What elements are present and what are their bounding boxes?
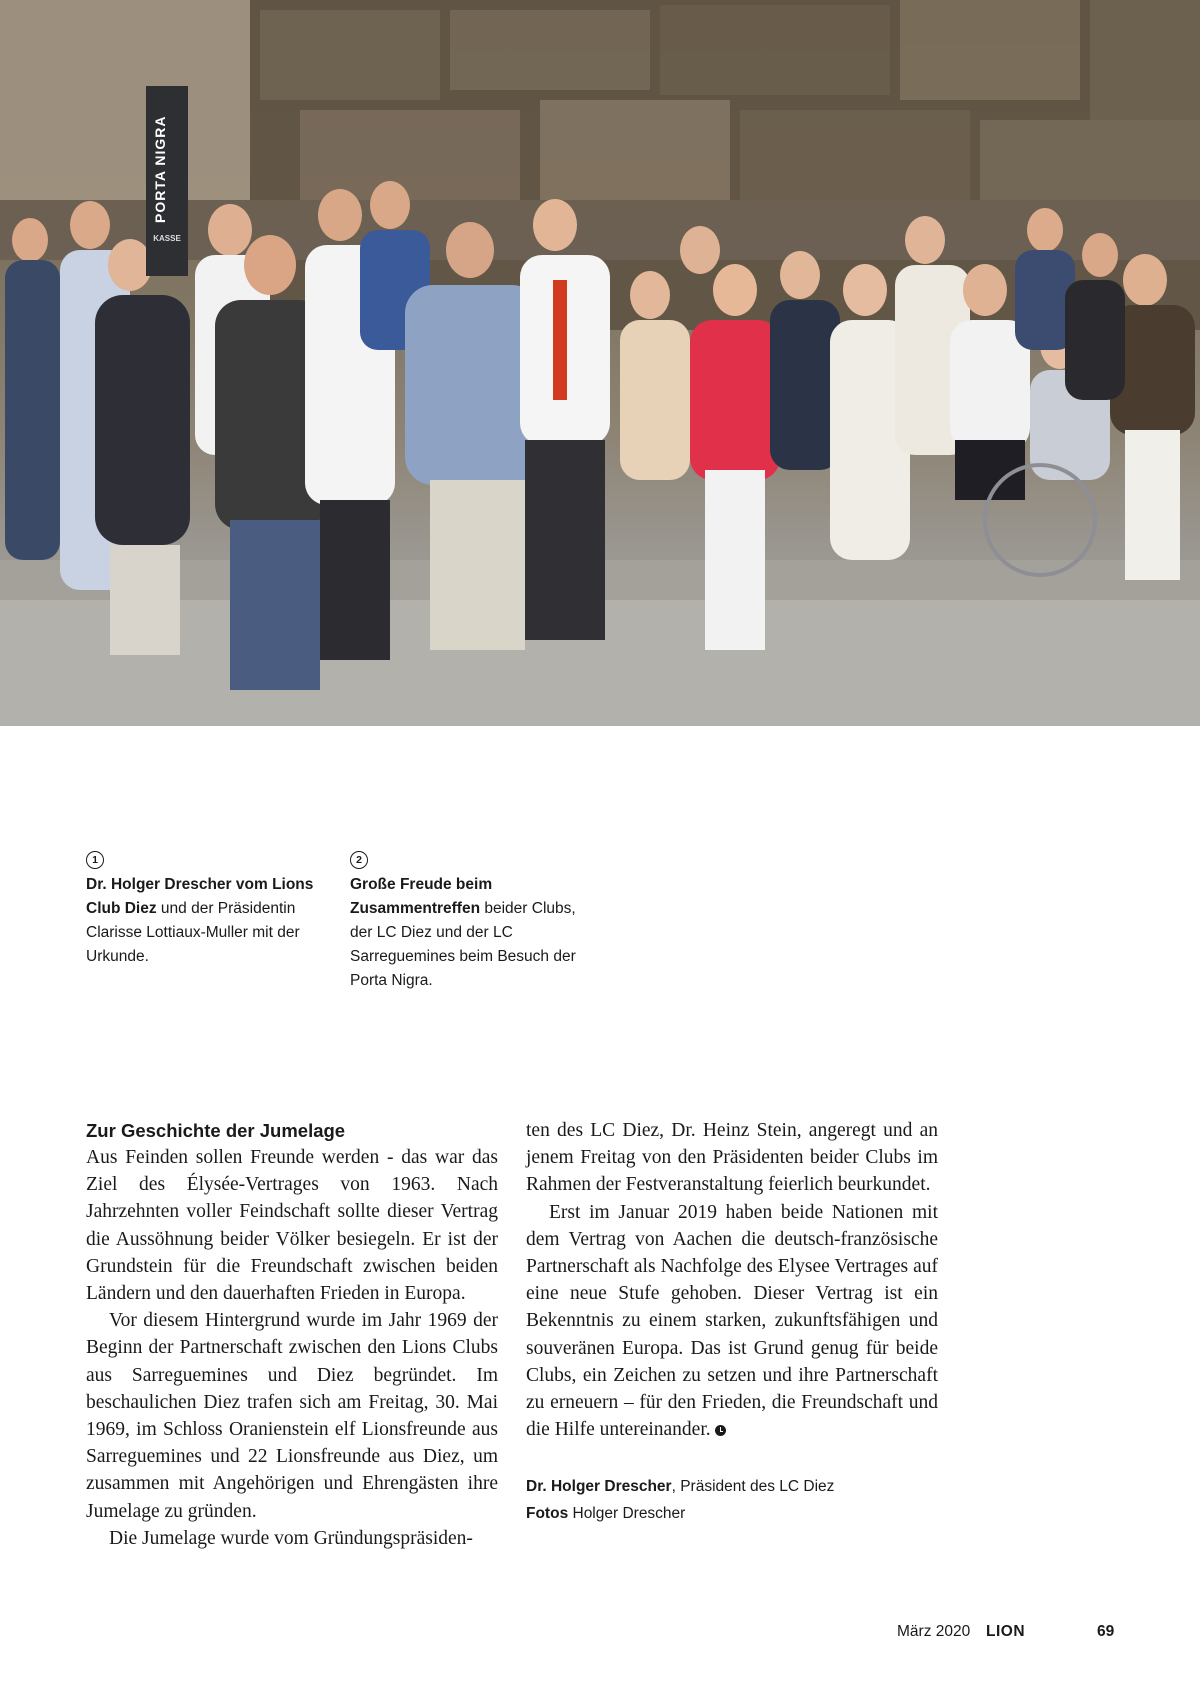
article-credits xyxy=(526,1473,834,1527)
article-paragraph: Die Jumelage wurde vom Gründungspräsiden- xyxy=(109,1527,473,1549)
article-paragraph-last xyxy=(526,1199,938,1444)
article-paragraph: ten des LC Diez, Dr. Heinz Stein, angeregt und an jenem Freitag von den Präsidenten beider Clubs im Rahmen der Festveranstaltung feierlich beurkundet. xyxy=(526,1120,938,1196)
sign-kasse-label: KASSE xyxy=(153,234,181,243)
photos-line xyxy=(526,1500,834,1527)
porta-nigra-sign xyxy=(146,86,188,276)
author-line xyxy=(526,1473,834,1500)
photos-name: Holger Drescher xyxy=(568,1505,686,1522)
article-heading: Zur Geschichte der Jumelage xyxy=(86,1120,346,1141)
footer-issue-date: März 2020 xyxy=(897,1623,971,1640)
article-paragraph-text: Erst im Januar 2019 haben beide Nationen mit dem Vertrag von Aachen die deutsch-französische Partnerschaft als Nachfolge des Elysee Vertrages auf eine neue Stufe gehoben. Dieser Vertrag ist ein Bekenntnis zu einem starken, zukunftsfähigen und souveränen Europa. Das ist Grund genug für beide Clubs, ein Zeichen zu setzen und ihre Partnerschaft zu erneuern – für den Frieden, die Freundschaft und die Hilfe untereinander. xyxy=(526,1201,938,1441)
caption-number-2: 2 xyxy=(350,851,368,869)
caption-number-1: 1 xyxy=(86,851,104,869)
lion-end-mark-icon xyxy=(715,1425,726,1436)
caption-2-bold: Große Freude beim Zusammentreffen xyxy=(350,876,493,917)
caption-1-text: und der Präsidentin Clarisse Lottiaux-Muller mit der Urkunde. xyxy=(86,900,300,965)
group-photo xyxy=(0,0,1200,726)
photo-caption-2 xyxy=(350,847,590,993)
caption-2-text: beider Clubs, der LC Diez und der LC Sarreguemines beim Besuch der Porta Nigra. xyxy=(350,900,576,989)
photo-caption-1 xyxy=(86,847,316,969)
sign-label: PORTA NIGRA xyxy=(152,115,168,223)
article-column-left xyxy=(86,1117,498,1552)
footer-magazine-name: LION xyxy=(986,1623,1026,1640)
author-role: , Präsident des LC Diez xyxy=(671,1478,835,1495)
caption-1-bold: Dr. Holger Drescher vom Lions Club Diez xyxy=(86,876,314,917)
article-column-right xyxy=(526,1117,938,1443)
photos-label: Fotos xyxy=(526,1505,569,1522)
article-paragraph: Aus Feinden sollen Freunde werden - das war das Ziel des Élysée-Vertrages von 1963. Nach Jahrzehnten voller Feindschaft sollte dieser Vertrag die Aussöhnung beider Völker besiegeln. Er ist der Grundstein für die Freundschaft zwischen beiden Ländern und den dauerhaften Frieden in Europa. xyxy=(86,1147,498,1305)
article-paragraph: Vor diesem Hintergrund wurde im Jahr 1969 der Beginn der Partnerschaft zwischen den Lions Clubs aus Sarreguemines und Diez begründet. Im beschaulichen Diez trafen sich am Freitag, 30. Mai 1969, im Schloss Oranienstein elf Lionsfreunde aus Sarreguemines und 22 Lionsfreunde aus Diez, um zusammen mit Angehörigen und Ehrengästen ihre Jumelage zu gründen. xyxy=(86,1310,498,1522)
author-name: Dr. Holger Drescher xyxy=(526,1478,672,1495)
page-number: 69 xyxy=(1097,1623,1115,1640)
